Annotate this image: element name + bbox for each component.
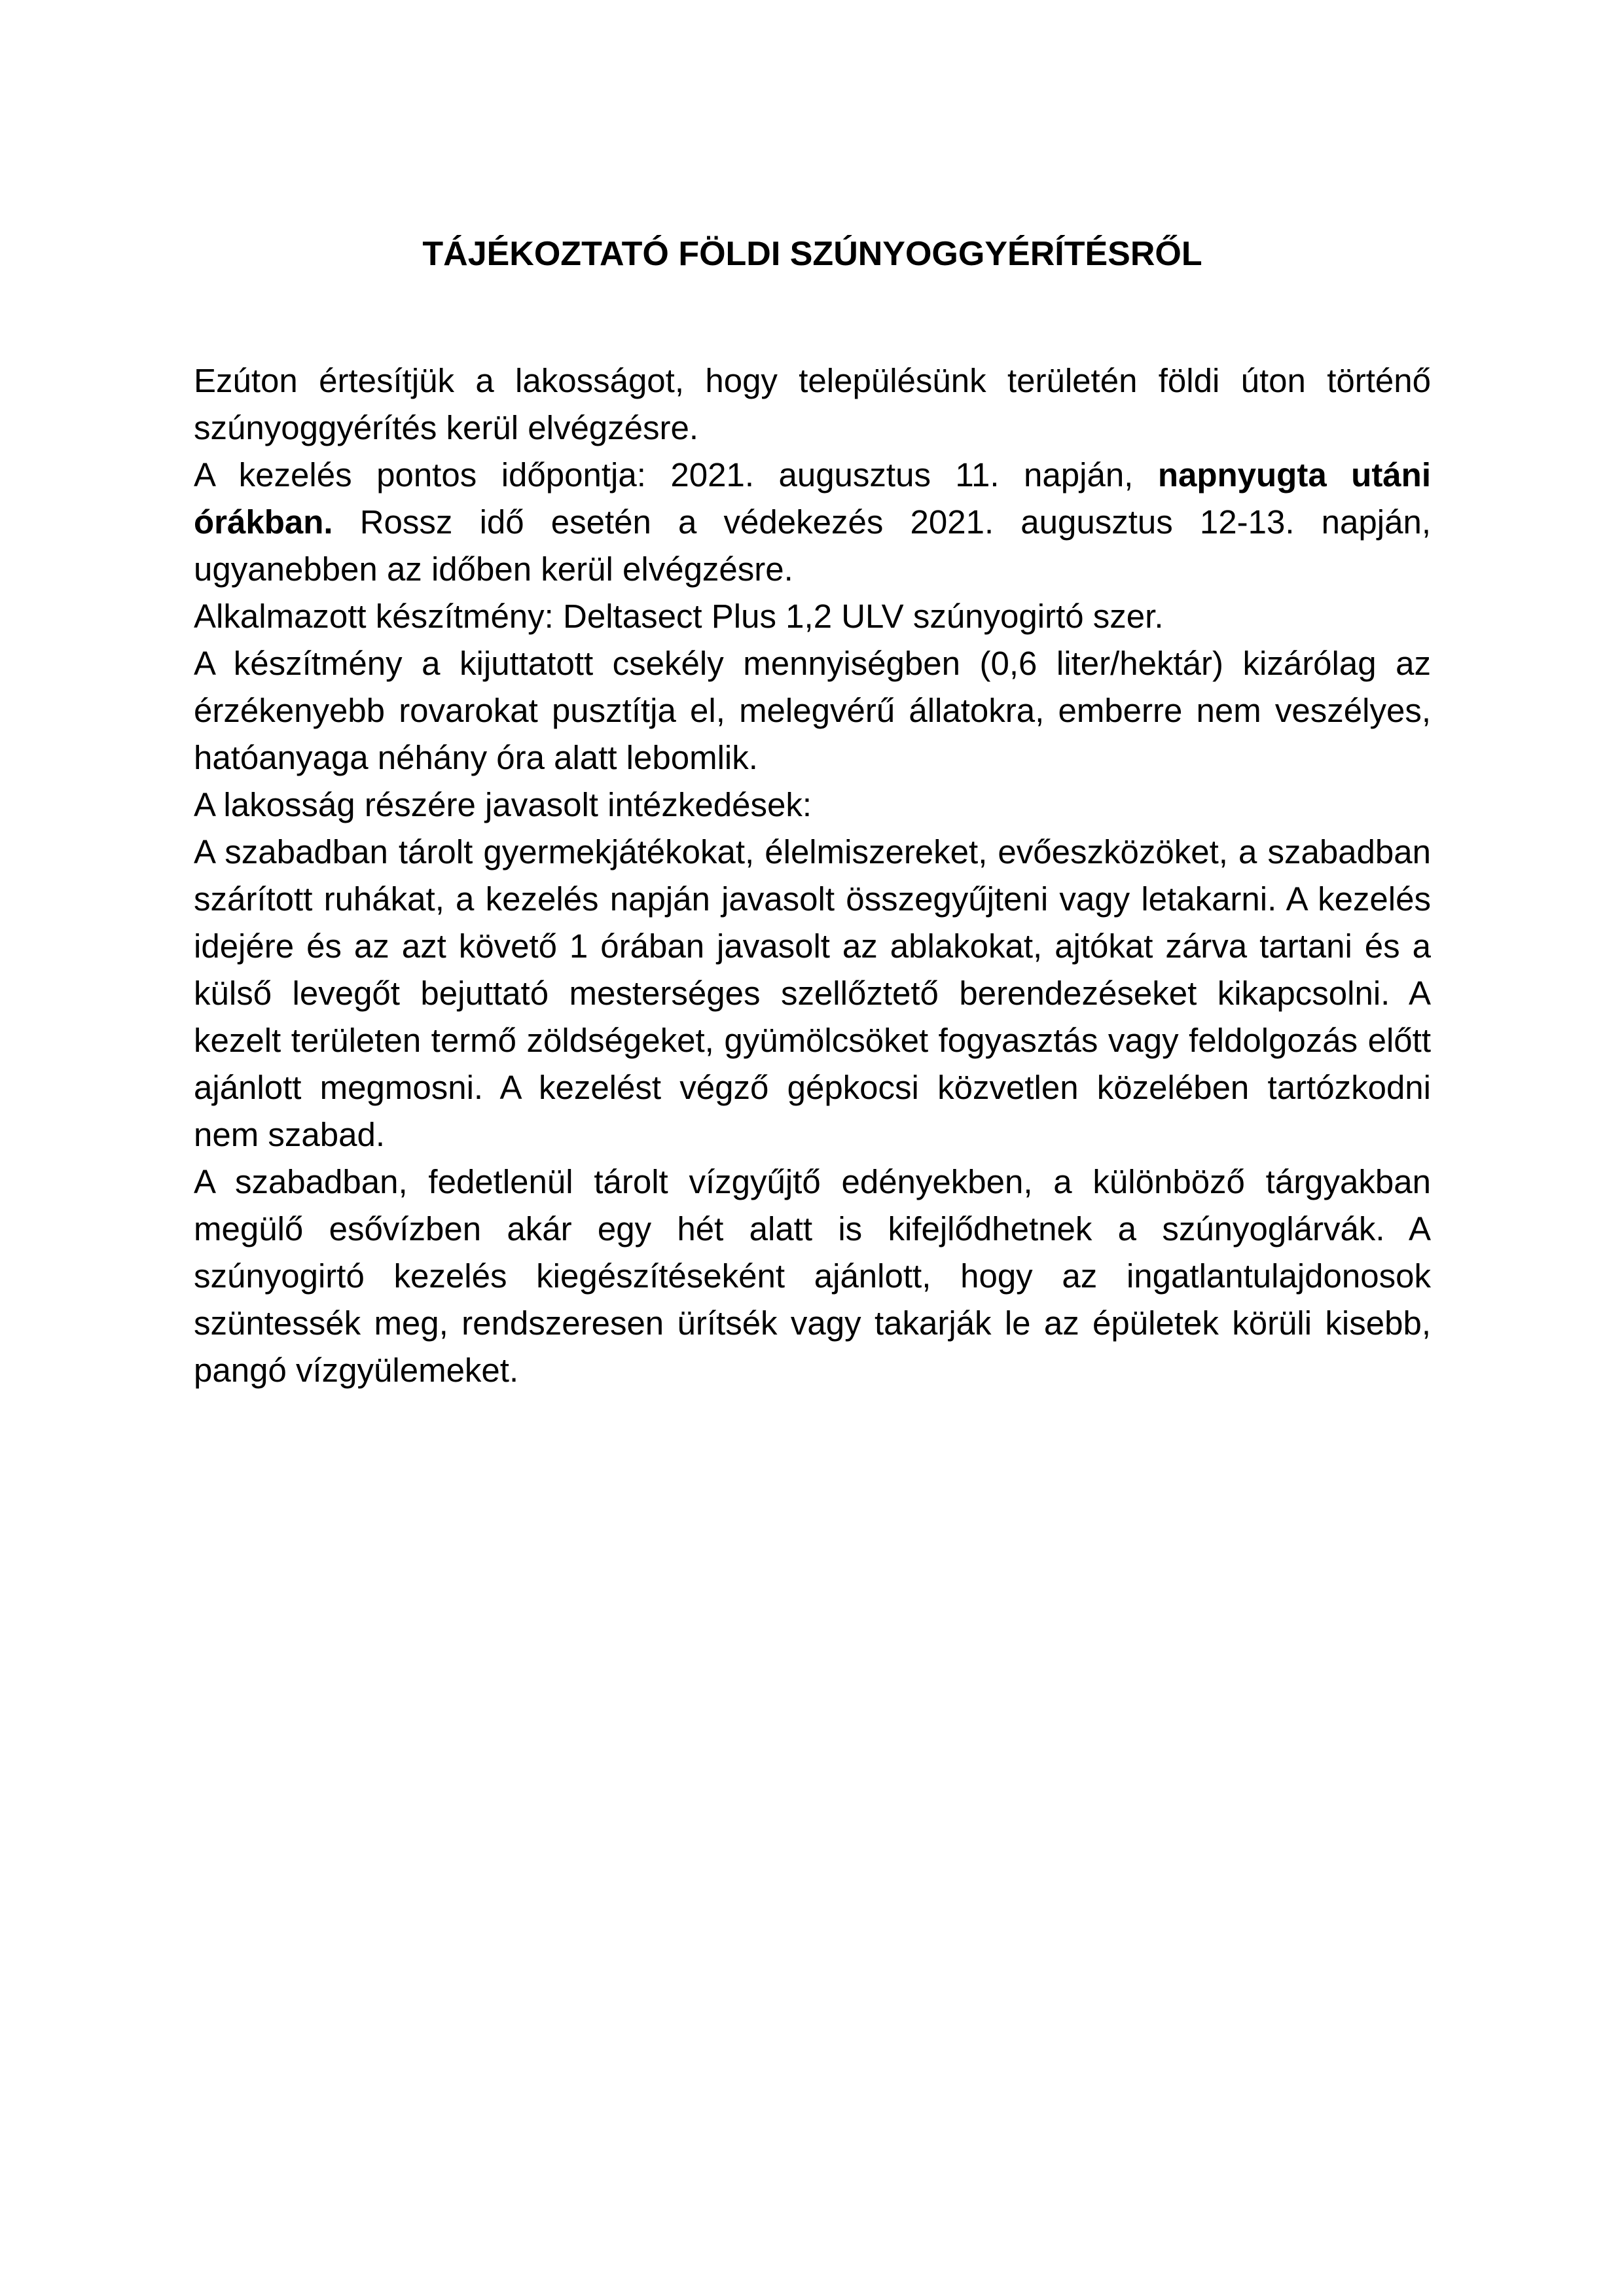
document-content xyxy=(194,230,1431,1394)
paragraph-group-measures xyxy=(194,781,1431,1394)
paragraph-intro: Ezúton értesítjük a lakosságot, hogy településünk területén földi úton történő szúnyoggyérítés kerül elvégzésre. xyxy=(194,362,1431,446)
product-line: Alkalmazott készítmény: Deltasect Plus 1,2 ULV szúnyogirtó szer. xyxy=(194,598,1164,635)
schedule-text-start: A kezelés pontos időpontja: 2021. augusztus 11. napján, xyxy=(194,456,1158,493)
measures-heading: A lakosság részére javasolt intézkedések: xyxy=(194,786,812,823)
document-title: TÁJÉKOZTATÓ FÖLDI SZÚNYOGGYÉRÍTÉSRŐL xyxy=(422,235,1202,273)
schedule-text-end: Rossz idő esetén a védekezés 2021. augusztus 12-13. napján, ugyanebben az időben kerül elvégzésre. xyxy=(194,503,1431,588)
measures-body-1: A szabadban tárolt gyermekjátékokat, élelmiszereket, evőeszközöket, a szabadban szárított ruhákat, a kezelés napján javasolt összegyűjteni vagy letakarni. A kezelés idejére és az azt követő 1 órában javasolt az ablakokat, ajtókat zárva tartani és a külső levegőt bejuttató mesterséges szellőztető berendezéseket kikapcsolni. A kezelt területen termő zöldségeket, gyümölcsöket fogyasztás vagy feldolgozás előtt ajánlott megmosni. A kezelést végző gépkocsi közvetlen közelében tartózkodni nem szabad. xyxy=(194,833,1431,1153)
paragraph-schedule xyxy=(194,452,1431,593)
schedule-text-bold: napnyugta utáni órákban. xyxy=(194,456,1431,541)
product-body: A készítmény a kijuttatott csekély mennyiségben (0,6 liter/hektár) kizárólag az érzékenyebb rovarokat pusztítja el, melegvérű állatokra, emberre nem veszélyes, hatóanyaga néhány óra alatt lebomlik. xyxy=(194,645,1431,776)
paragraph-group-product xyxy=(194,593,1431,781)
measures-body-2: A szabadban, fedetlenül tárolt vízgyűjtő edényekben, a különböző tárgyakban megülő esővízben akár egy hét alatt is kifejlődhetnek a szúnyoglárvák. A szúnyogirtó kezelés kiegészítéseként ajánlott, hogy az ingatlantulajdonosok szüntessék meg, rendszeresen ürítsék vagy takarják le az épületek körüli kisebb, pangó vízgyülemeket. xyxy=(194,1163,1431,1389)
